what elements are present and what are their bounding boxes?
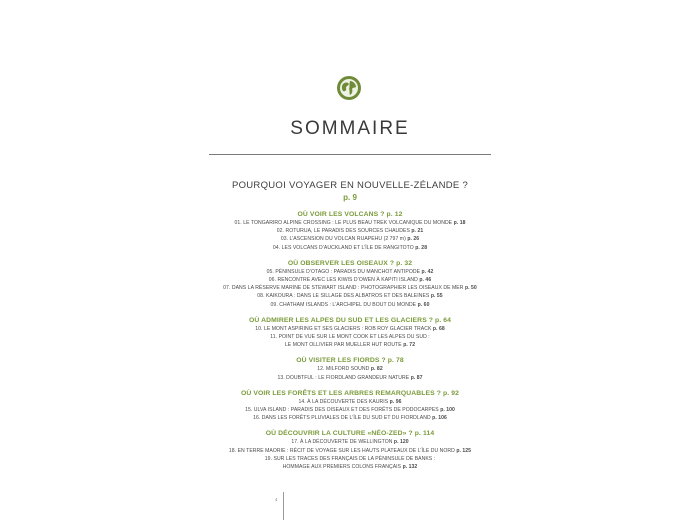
toc-section [0,429,700,471]
toc-entry [0,455,700,463]
entry-page: p. 28 [415,244,428,251]
toc-entry [0,292,700,300]
toc-entry [0,284,700,292]
toc-entry [0,244,700,252]
toc-entry [0,301,700,309]
toc-entry [0,219,700,227]
entry-text: 19. SUR LES TRACES DES FRANÇAIS DE LA PÉNINSULE DE BANKS : [264,455,436,462]
entry-text: 15. ULVA ISLAND : PARADIS DES OISEAUX ET DES FORÊTS DE PODOCARPES [245,407,439,414]
section-title: OÙ DÉCOUVRIR LA CULTURE «NÉO-ZED» ? p. 114 [265,430,435,438]
entry-page: p. 100 [440,407,455,414]
entry-text: 09. CHATHAM ISLANDS : L’ARCHIPEL DU BOUT DU MONDE [270,301,417,308]
entry-text: 18. EN TERRE MAORIE : RÉCIT DE VOYAGE SUR LES HAUTS PLATEAUX DE L’ÎLE DU NORD [228,447,455,454]
entry-page: p. 96 [389,398,402,405]
entry-text: 06. RENCONTRE AVEC LES KIWIS D’OWEN À KAPITI ISLAND [268,277,418,284]
toc-entry [0,268,700,276]
toc-entry [0,374,700,382]
entry-page: p. 21 [411,228,424,235]
entry-text: 04. LES VOLCANS D’AUCKLAND ET L’ÎLE DE RANGITOTO [272,244,414,251]
page-title: SOMMAIRE [290,118,410,139]
toc-entry [0,276,700,284]
entry-text: 02. ROTURUA, LE PARADIS DES SOURCES CHAUDES [276,228,410,235]
entry-text: 11. POINT DE VUE SUR LE MONT COOK ET LES ALPES DU SUD : [270,334,430,341]
entry-page: p. 55 [430,293,443,300]
section-title: OÙ VISITER LES FIORDS ? p. 78 [296,357,404,365]
entry-page: p. 132 [402,464,418,471]
toc-entry [0,406,700,414]
entry-text: 13. DOUBTFUL : LE FIORDLAND GRANDEUR NATURE [277,374,410,381]
entry-page: p. 46 [419,277,432,284]
entry-page: p. 26 [407,236,420,243]
toc-entry [0,447,700,455]
toc-section [0,316,700,350]
title-divider [209,154,491,155]
entry-text: 17. À LA DÉCOUVERTE DE WELLINGTON [291,439,393,446]
entry-page: p. 82 [370,366,383,373]
toc-entry [0,333,700,341]
entry-text: 12. MILFORD SOUND [317,366,370,373]
entry-page: p. 18 [453,220,466,226]
entry-page: p. 120 [393,439,409,446]
toc-section [0,389,700,423]
entry-text: 01. LE TONGARIRO ALPINE CROSSING : LE PLUS BEAU TREK VOLCANIQUE DU MONDE [234,220,453,226]
toc-entry [0,341,700,349]
intro-heading: POURQUOI VOYAGER EN NOUVELLE-ZÉLANDE ? [231,180,469,191]
intro-page: p. 9 [343,193,357,202]
section-title: OÙ VOIR LES VOLCANS ? p. 12 [297,211,403,218]
entry-text: 14. À LA DÉCOUVERTE DES KAURIS [298,398,389,405]
section-title: OÙ OBSERVER LES OISEAUX ? p. 32 [287,259,413,267]
section-title: OÙ VOIR LES FORÊTS ET LES ARBRES REMARQUABLES ? p. 92 [240,389,460,397]
toc-section [0,259,700,309]
entry-page: p. 42 [421,268,434,275]
toc-sections [0,210,700,471]
entry-text: LE MONT OLLIVIER PAR MUELLER HUT ROUTE [284,342,402,349]
entry-page: p. 72 [403,342,416,349]
toc-entry [0,235,700,243]
entry-page: p. 60 [417,301,430,308]
toc-entry [0,227,700,235]
entry-text: 16. DANS LES FORÊTS PLUVIALES DE L’ÎLE DU SUD ET DU FIORDLAND [253,415,431,422]
entry-page: p. 125 [456,447,472,454]
entry-page: p. 106 [432,415,447,422]
toc-section [0,210,700,252]
entry-text: HOMMAGE AUX PREMIERS COLONS FRANÇAIS [282,464,402,471]
entry-text: 05. PÉNINSULE D’OTAGO : PARADIS DU MANCHOT ANTIPODE [266,268,421,275]
entry-page: p. 87 [410,374,423,381]
folio-rule [283,492,284,520]
entry-page: p. 50 [464,285,477,292]
section-title: OÙ ADMIRER LES ALPES DU SUD ET LES GLACIERS ? p. 64 [248,316,452,324]
toc-entry [0,365,700,373]
entry-text: 03. L’ASCENSION DU VOLCAN RUAPEHU (2 797 m) [280,236,406,243]
toc-entry [0,398,700,406]
entry-page: p. 68 [432,325,445,332]
toc-section [0,356,700,381]
entry-text: 08. KAIKOURA : DANS LE SILLAGE DES ALBATROS ET DES BALEINES [257,293,430,300]
toc-entry [0,463,700,471]
globe-icon [337,76,361,100]
entry-text: 07. DANS LA RÉSERVE MARINE DE STEWART ISLAND : PHOTOGRAPHIER LES OISEAUX DE MER [223,285,464,292]
table-of-contents [0,180,700,471]
toc-entry [0,438,700,446]
entry-text: 10. LE MONT ASPIRING ET SES GLACIERS : ROB ROY GLACIER TRACK [255,325,432,332]
toc-entry [0,414,700,422]
page-number: 4 [275,497,278,502]
toc-entry [0,325,700,333]
